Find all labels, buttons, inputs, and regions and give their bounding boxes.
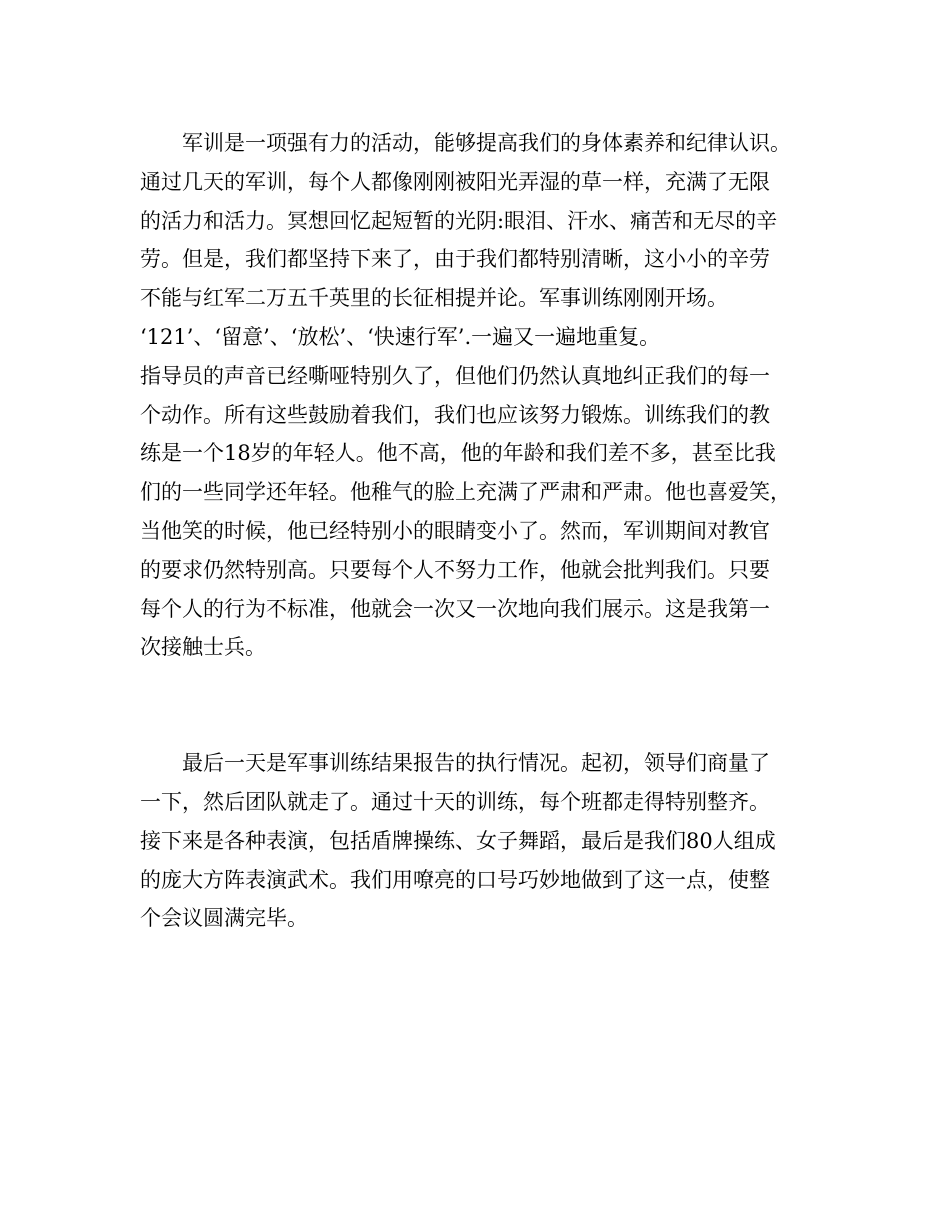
- text-line: 指导员的声音已经嘶哑特别久了，但他们仍然认真地纠正我们的每一: [140, 363, 770, 388]
- document-body: [140, 124, 830, 938]
- text-line: 每个人的行为不标准，他就会一次又一次地向我们展示。这是我第一: [140, 596, 770, 621]
- text-line: 个动作。所有这些鼓励着我们，我们也应该努力锻炼。训练我们的教: [140, 402, 770, 427]
- text-line: 的庞大方阵表演武术。我们用嘹亮的口号巧妙地做到了这一点，使整: [140, 867, 770, 892]
- paragraph-1: [140, 124, 830, 667]
- text-line: 当他笑的时候，他已经特别小的眼睛变小了。然而，军训期间对教官: [140, 518, 770, 543]
- text-line: 的活力和活力。冥想回忆起短暂的光阴:眼泪、汗水、痛苦和无尽的辛: [140, 208, 778, 233]
- text-line: 个会议圆满完毕。: [140, 906, 308, 931]
- text-line: 通过几天的军训，每个人都像刚刚被阳光弄湿的草一样，充满了无限: [140, 169, 770, 194]
- text-line: 的要求仍然特别高。只要每个人不努力工作，他就会批判我们。只要: [140, 557, 770, 582]
- text-line: 一下，然后团队就走了。通过十天的训练，每个班都走得特别整齐。: [140, 789, 770, 814]
- text-line: 不能与红军二万五千英里的长征相提并论。军事训练刚刚开场。: [140, 286, 728, 311]
- text-line: 次接触士兵。: [140, 635, 266, 660]
- text-line: ‘121’、‘留意’、‘放松’、‘快速行军’.一遍又一遍地重复。: [140, 324, 661, 349]
- text-line: 练是一个18岁的年轻人。他不高，他的年龄和我们差不多，甚至比我: [140, 441, 776, 466]
- text-line: 接下来是各种表演，包括盾牌操练、女子舞蹈，最后是我们80人组成: [140, 828, 776, 853]
- text-line: 们的一些同学还年轻。他稚气的脸上充满了严肃和严肃。他也喜爱笑，: [140, 480, 791, 505]
- text-line: 军训是一项强有力的活动，能够提高我们的身体素养和纪律认识。: [182, 131, 791, 155]
- text-line: 劳。但是，我们都坚持下来了，由于我们都特别清晰，这小小的辛劳: [140, 247, 770, 272]
- paragraph-2: [140, 744, 830, 938]
- text-line: 最后一天是军事训练结果报告的执行情况。起初，领导们商量了: [182, 751, 770, 776]
